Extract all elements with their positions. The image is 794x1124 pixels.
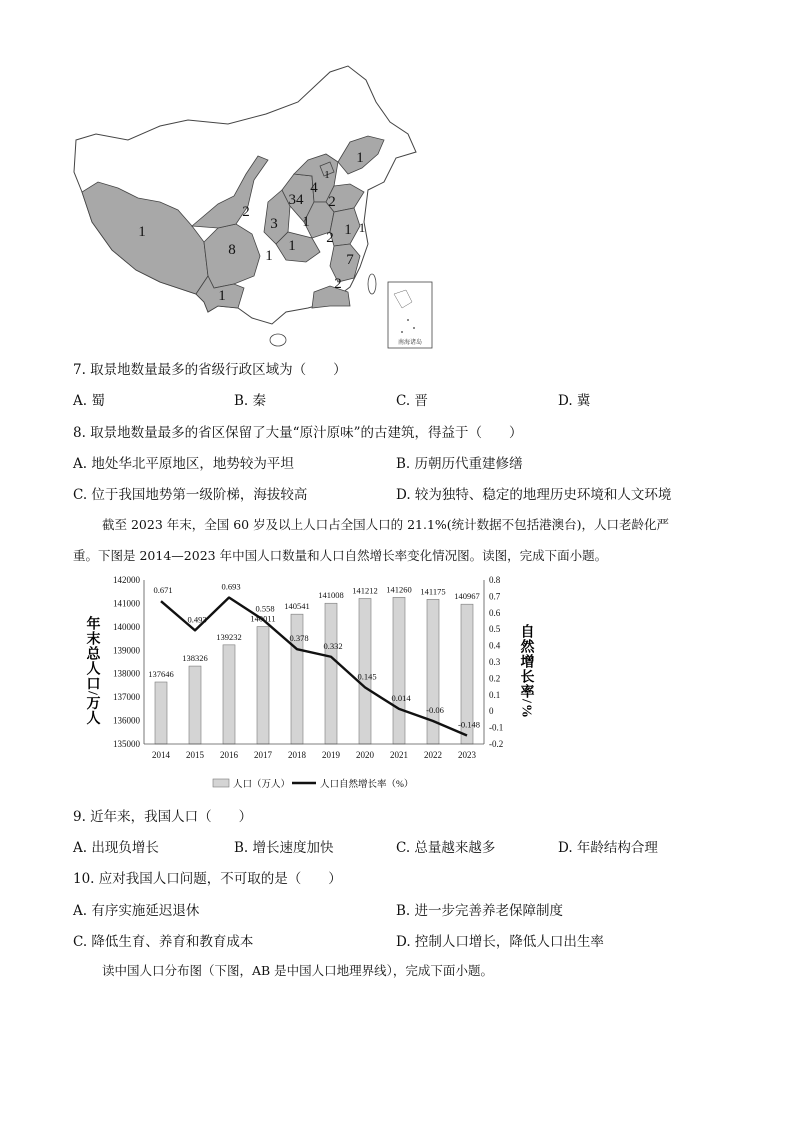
growth-rate-line xyxy=(161,598,467,736)
count-guangdong: 2 xyxy=(334,276,342,292)
bar xyxy=(393,597,405,744)
legend-line-label: 人口自然增长率（%） xyxy=(320,780,414,790)
count-hebei: 4 xyxy=(310,180,318,196)
count-gansu: 2 xyxy=(242,204,250,220)
bar xyxy=(155,682,167,744)
q7-option-d[interactable]: D. 冀 xyxy=(558,393,591,409)
q8-option-c[interactable]: C. 位于我国地势第一级阶梯，海拔较高 xyxy=(73,487,308,503)
count-xizang: 1 xyxy=(138,224,146,240)
bar-value-label: 137646 xyxy=(148,669,174,680)
y-tick-label: 136000 xyxy=(113,715,140,726)
y2-tick-label: 0.6 xyxy=(489,607,501,618)
q10-option-b[interactable]: B. 进一步完善养老保障制度 xyxy=(396,903,564,919)
count-henan: 1 xyxy=(302,214,310,230)
q9-option-d[interactable]: D. 年龄结构合理 xyxy=(558,840,658,856)
bar-value-label: 141008 xyxy=(318,590,344,601)
intro-line-2: 重。下图是 2014—2023 年中国人口数量和人口自然增长率变化情况图。读图，完成下面小题。 xyxy=(73,548,608,563)
q10-option-a[interactable]: A. 有序实施延迟退休 xyxy=(73,903,200,919)
bar xyxy=(325,603,337,744)
y-tick-label: 141000 xyxy=(113,598,140,609)
y2-tick-label: -0.2 xyxy=(489,739,504,749)
count-shandong: 2 xyxy=(328,194,336,210)
y-tick-label: 139000 xyxy=(113,645,140,656)
x-tick-label: 2017 xyxy=(254,750,272,760)
x-tick-label: 2023 xyxy=(458,750,476,760)
count-chongqing: 1 xyxy=(265,248,273,264)
y-axis-title: 年末总人口/万人 xyxy=(84,616,100,726)
count-anhui: 1 xyxy=(344,222,352,238)
y2-tick-label: 0.3 xyxy=(489,657,501,667)
y2-axis-title: 自然增长率/% xyxy=(518,624,534,719)
q8-option-a[interactable]: A. 地处华北平原地区，地势较为平坦 xyxy=(73,456,294,472)
bar-value-label: 140011 xyxy=(250,613,276,624)
count-shaanxi: 3 xyxy=(270,216,278,232)
y2-tick-label: 0 xyxy=(489,706,494,717)
x-tick-label: 2016 xyxy=(220,750,238,760)
count-yunnan: 1 xyxy=(218,288,226,304)
y-tick-label: 138000 xyxy=(113,668,140,679)
line-value-label: 0.145 xyxy=(357,671,377,682)
q10-stem: 10. 应对我国人口问题，不可取的是（ ） xyxy=(73,871,342,887)
count-hubei: 1 xyxy=(288,238,296,254)
q7-stem: 7. 取景地数量最多的省级行政区域为（ ） xyxy=(73,362,347,378)
south-china-sea-inset xyxy=(388,282,432,348)
x-tick-label: 2019 xyxy=(322,750,340,760)
line-value-label: -0.06 xyxy=(426,705,444,716)
line-value-label: 0.378 xyxy=(289,633,309,644)
y2-tick-label: 0.8 xyxy=(489,575,501,585)
q9-option-c[interactable]: C. 总量越来越多 xyxy=(396,840,496,856)
hainan-island xyxy=(270,334,286,346)
x-tick-label: 2020 xyxy=(356,750,374,760)
q9-stem: 9. 近年来，我国人口（ ） xyxy=(73,809,253,825)
q7-option-c[interactable]: C. 晋 xyxy=(396,393,428,409)
bar xyxy=(223,645,235,744)
y2-tick-label: 0.4 xyxy=(489,640,501,651)
count-zhejiang: 1 xyxy=(358,220,366,235)
china-map xyxy=(68,62,448,357)
taiwan-island xyxy=(368,274,376,294)
bar xyxy=(189,666,201,744)
y-tick-label: 135000 xyxy=(113,739,140,749)
y2-tick-label: 0.7 xyxy=(489,591,501,602)
line-value-label: 0.671 xyxy=(153,585,173,596)
bar-value-label: 141260 xyxy=(386,584,412,595)
legend-bar-swatch xyxy=(213,779,229,787)
inset-label: 南海诸岛 xyxy=(397,340,423,346)
population-chart xyxy=(80,572,550,798)
count-jiangsu: 2 xyxy=(326,230,334,246)
x-tick-label: 2018 xyxy=(288,750,306,760)
x-tick-label: 2021 xyxy=(390,750,408,760)
x-tick-label: 2014 xyxy=(152,750,170,760)
y-tick-label: 140000 xyxy=(113,621,140,632)
x-tick-label: 2022 xyxy=(424,750,442,760)
q9-option-a[interactable]: A. 出现负增长 xyxy=(73,840,159,856)
x-tick-label: 2015 xyxy=(186,750,204,760)
legend-bar-label: 人口（万人） xyxy=(233,780,291,790)
bar-value-label: 140541 xyxy=(284,601,310,612)
count-sichuan: 8 xyxy=(228,242,236,258)
bar-value-label: 140967 xyxy=(454,591,480,602)
y2-tick-label: 0.1 xyxy=(489,689,501,700)
line-value-label: 0.693 xyxy=(221,581,241,592)
line-value-label: 0.332 xyxy=(323,640,343,651)
q10-option-c[interactable]: C. 降低生育、养育和教育成本 xyxy=(73,934,254,950)
line-value-label: -0.148 xyxy=(458,719,480,730)
y-tick-label: 142000 xyxy=(113,575,140,585)
q7-option-b[interactable]: B. 秦 xyxy=(234,393,267,409)
count-shanxi: 34 xyxy=(288,192,304,208)
y2-tick-label: 0.2 xyxy=(489,673,501,684)
chart-legend xyxy=(213,778,413,790)
y2-tick-label: -0.1 xyxy=(489,722,504,733)
bar-value-label: 141175 xyxy=(420,586,446,597)
line-value-label: 0.558 xyxy=(255,603,275,614)
count-northeast: 1 xyxy=(356,150,364,166)
intro-line-1: 截至 2023 年末，全国 60 岁及以上人口占全国人口的 21.1%(统计数据不包括港澳台)，人口老龄化严 xyxy=(102,517,670,532)
bar-value-label: 138326 xyxy=(182,653,208,664)
q9-option-b[interactable]: B. 增长速度加快 xyxy=(234,840,334,856)
line-value-label: 0.014 xyxy=(391,692,411,703)
count-beijing: 1 xyxy=(324,169,330,181)
count-fujian: 7 xyxy=(346,252,354,268)
bar-value-label: 141212 xyxy=(352,585,378,596)
line-value-label: 0.493 xyxy=(187,614,207,625)
q7-option-a[interactable]: A. 蜀 xyxy=(73,393,105,409)
bar xyxy=(257,627,269,744)
q8-stem: 8. 取景地数量最多的省区保留了大量“原汁原味”的古建筑，得益于（ ） xyxy=(73,425,523,441)
outro-line: 读中国人口分布图（下图，AB 是中国人口地理界线），完成下面小题。 xyxy=(102,963,493,978)
y2-tick-label: 0.5 xyxy=(489,624,501,635)
q10-option-d[interactable]: D. 控制人口增长，降低人口出生率 xyxy=(396,934,604,950)
q8-option-d[interactable]: D. 较为独特、稳定的地理历史环境和人文环境 xyxy=(396,487,672,503)
y-tick-label: 137000 xyxy=(113,692,140,703)
q8-option-b[interactable]: B. 历朝历代重建修缮 xyxy=(396,456,523,472)
bar-value-label: 139232 xyxy=(216,631,242,642)
